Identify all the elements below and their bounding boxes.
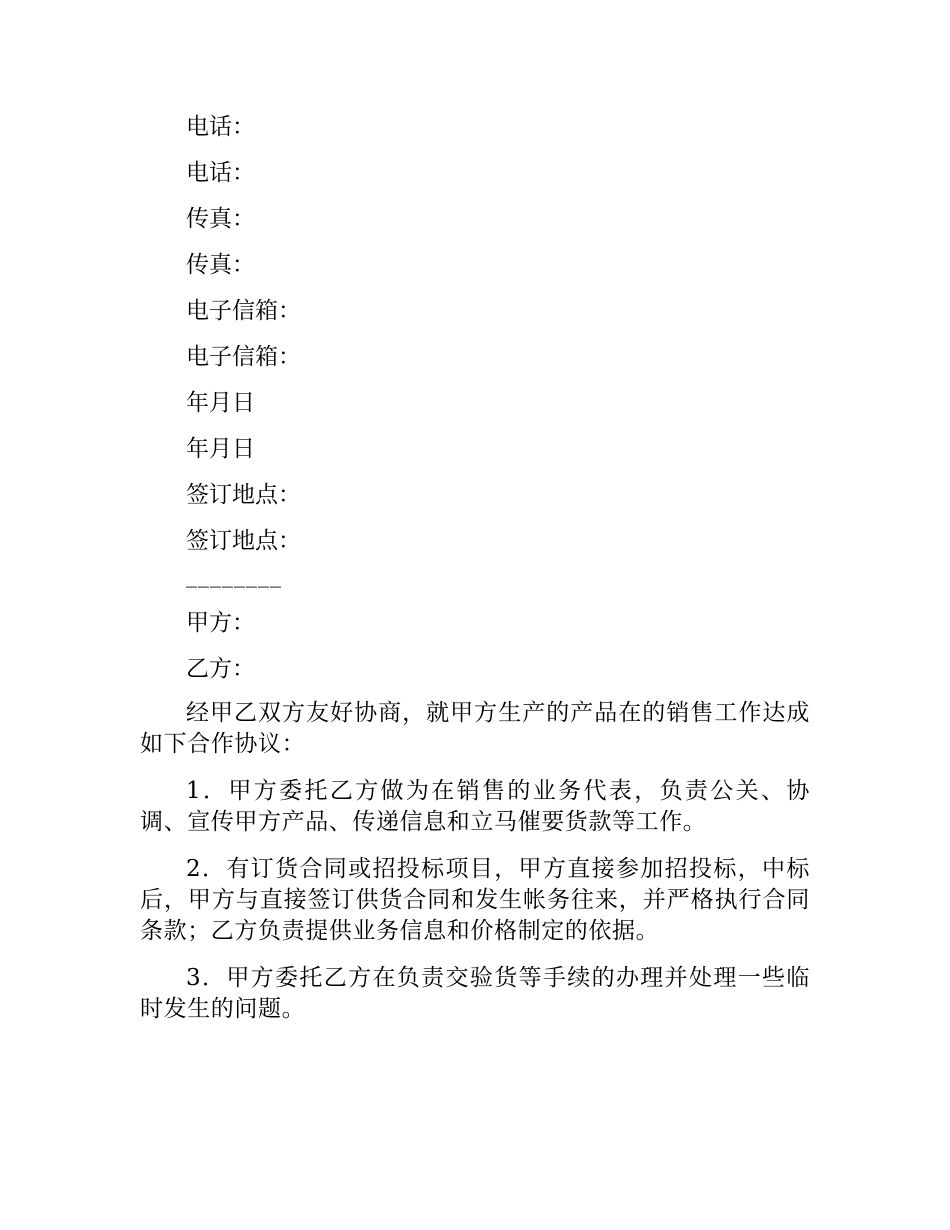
phone-field-label: 电话： [186, 160, 255, 186]
fax-field-label: 传真： [186, 206, 255, 232]
email-field-label: 电子信箱： [186, 344, 301, 370]
email-field-label: 电子信箱： [186, 298, 301, 324]
intro-paragraph: 经甲乙双方友好协商，就甲方生产的产品在的销售工作达成如下合作协议： [140, 700, 810, 757]
clause-3: 3．甲方委托乙方在负责交验货等手续的办理并处理一些临时发生的问题。 [140, 965, 810, 1022]
signing-location-label: 签订地点： [186, 528, 301, 554]
signing-location-label: 签订地点： [186, 482, 301, 508]
date-field-label: 年月日 [186, 436, 255, 462]
party-a-label: 甲方： [186, 610, 255, 636]
document-body [140, 110, 810, 1041]
fax-field-label: 传真： [186, 252, 255, 278]
date-field-label: 年月日 [186, 390, 255, 416]
clause-2: 2．有订货合同或招投标项目，甲方直接参加招投标，中标后，甲方与直接签订供货合同和发生帐务往来，并严格执行合同条款；乙方负责提供业务信息和价格制定的依据。 [140, 856, 810, 944]
separator-line: ________ [186, 563, 282, 588]
clause-1: 1．甲方委托乙方做为在销售的业务代表，负责公关、协调、宣传甲方产品、传递信息和立马催要货款等工作。 [140, 778, 810, 835]
phone-field-label: 电话： [186, 114, 255, 140]
party-b-label: 乙方： [186, 656, 255, 682]
